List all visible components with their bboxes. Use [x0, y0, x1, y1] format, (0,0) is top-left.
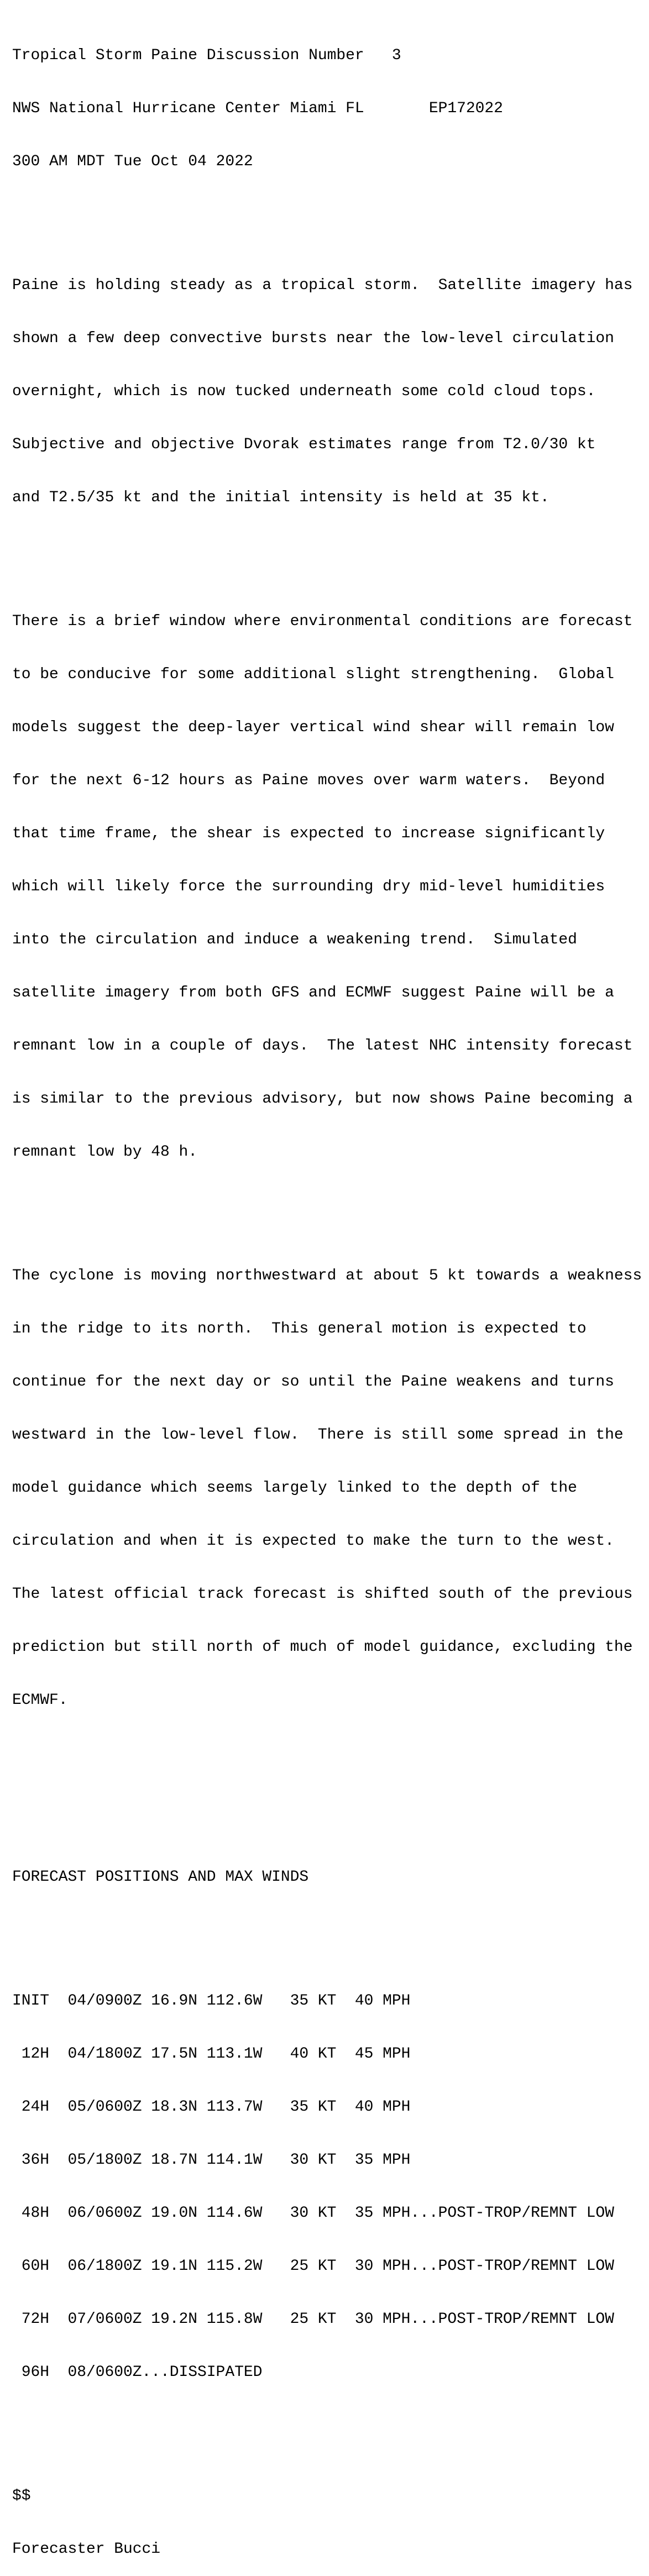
paragraph-line: overnight, which is now tucked underneath some cold cloud tops.: [12, 383, 596, 400]
paragraph-line: into the circulation and induce a weakening trend. Simulated: [12, 931, 577, 948]
paragraph-line: is similar to the previous advisory, but now shows Paine becoming a: [12, 1090, 633, 1108]
forecast-row: 60H 06/1800Z 19.1N 115.2W 25 KT 30 MPH...POST-TROP/REMNT LOW: [12, 2258, 614, 2275]
paragraph-line: Paine is holding steady as a tropical storm. Satellite imagery has: [12, 277, 633, 294]
paragraph-line: in the ridge to its north. This general motion is expected to: [12, 1320, 587, 1337]
discussion-document: [12, 12, 642, 2576]
discussion-title: Tropical Storm Paine Discussion Number 3: [12, 47, 401, 64]
paragraph-line: and T2.5/35 kt and the initial intensity is held at 35 kt.: [12, 489, 549, 506]
blank-line: [12, 1798, 642, 1816]
paragraph-line: to be conducive for some additional slight strengthening. Global: [12, 666, 614, 683]
blank-line: [12, 206, 642, 224]
paragraph-line: which will likely force the surrounding dry mid-level humidities: [12, 878, 605, 895]
paragraph-line: There is a brief window where environmental conditions are forecast: [12, 613, 633, 630]
paragraph-line: remnant low by 48 h.: [12, 1143, 198, 1161]
paragraph-line: for the next 6-12 hours as Paine moves over warm waters. Beyond: [12, 772, 605, 789]
paragraph-line: remnant low in a couple of days. The latest NHC intensity forecast: [12, 1037, 633, 1054]
paragraph-line: models suggest the deep-layer vertical wind shear will remain low: [12, 719, 614, 736]
issuing-office: NWS National Hurricane Center Miami FL EP172022: [12, 100, 503, 117]
forecast-row: 36H 05/1800Z 18.7N 114.1W 30 KT 35 MPH: [12, 2152, 411, 2169]
paragraph-line: satellite imagery from both GFS and ECMWF suggest Paine will be a: [12, 984, 614, 1001]
paragraph-line: circulation and when it is expected to make the turn to the west.: [12, 1533, 614, 1550]
paragraph-line: ECMWF.: [12, 1692, 68, 1709]
paragraph-line: Subjective and objective Dvorak estimates range from T2.0/30 kt: [12, 436, 596, 453]
paragraph-line: westward in the low-level flow. There is still some spread in the: [12, 1426, 624, 1444]
paragraph-line: model guidance which seems largely linked to the depth of the: [12, 1480, 577, 1497]
forecast-row: 24H 05/0600Z 18.3N 113.7W 35 KT 40 MPH: [12, 2098, 411, 2116]
message-terminator: $$: [12, 2488, 31, 2505]
forecast-row: 48H 06/0600Z 19.0N 114.6W 30 KT 35 MPH...POST-TROP/REMNT LOW: [12, 2205, 614, 2222]
paragraph-line: continue for the next day or so until the Paine weakens and turns: [12, 1373, 614, 1391]
issue-time: 300 AM MDT Tue Oct 04 2022: [12, 153, 253, 170]
paragraph-line: that time frame, the shear is expected to increase significantly: [12, 825, 605, 842]
forecast-row: INIT 04/0900Z 16.9N 112.6W 35 KT 40 MPH: [12, 1992, 411, 2010]
blank-line: [12, 2417, 642, 2435]
forecast-row: 12H 04/1800Z 17.5N 113.1W 40 KT 45 MPH: [12, 2045, 411, 2063]
blank-line: [12, 1197, 642, 1214]
forecast-heading: FORECAST POSITIONS AND MAX WINDS: [12, 1869, 309, 1886]
blank-line: [12, 1745, 642, 1762]
paragraph-line: The latest official track forecast is shifted south of the previous: [12, 1586, 633, 1603]
forecast-row: 96H 08/0600Z...DISSIPATED: [12, 2364, 263, 2381]
paragraph-line: prediction but still north of much of model guidance, excluding the: [12, 1639, 633, 1656]
blank-line: [12, 542, 642, 560]
blank-line: [12, 1922, 642, 1939]
paragraph-line: The cyclone is moving northwestward at about 5 kt towards a weakness: [12, 1267, 642, 1284]
paragraph-line: shown a few deep convective bursts near the low-level circulation: [12, 330, 614, 347]
forecast-row: 72H 07/0600Z 19.2N 115.8W 25 KT 30 MPH...POST-TROP/REMNT LOW: [12, 2311, 614, 2328]
forecaster-signature: Forecaster Bucci: [12, 2541, 161, 2558]
